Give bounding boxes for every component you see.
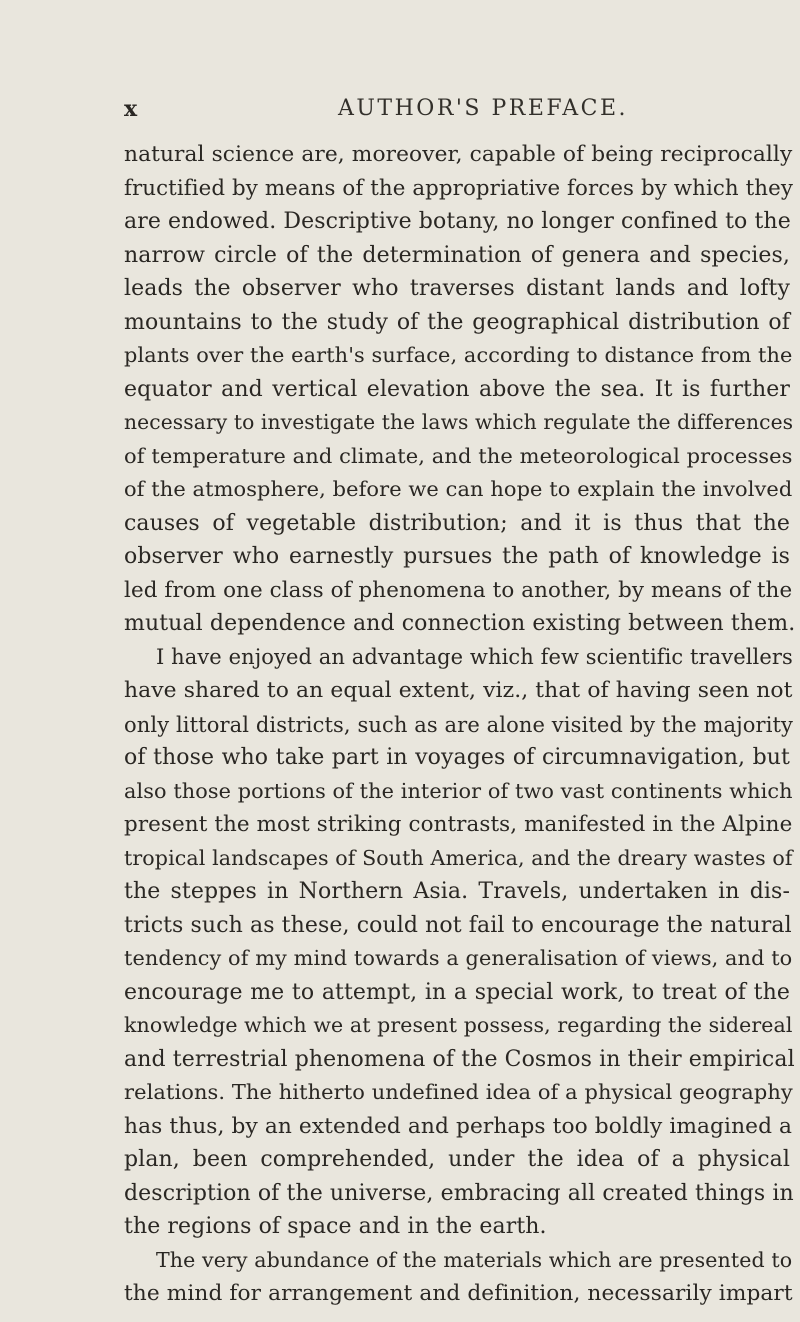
running-head-title: AUTHOR'S PREFACE. <box>338 96 629 121</box>
text-line: encourage me to attempt, in a special work, to treat of the <box>124 979 790 1005</box>
running-head <box>124 96 790 126</box>
text-line: and terrestrial phenomena of the Cosmos in their empirical <box>124 1046 795 1072</box>
text-line: fructified by means of the appropriative forces by which they <box>124 175 794 201</box>
text-line: the steppes in Northern Asia. Travels, undertaken in dis- <box>124 879 790 904</box>
text-line: have shared to an equal extent, viz., that of having seen not <box>124 678 793 703</box>
text-line: leads the observer who traverses distant lands and lofty <box>124 276 790 301</box>
text-line: knowledge which we at present possess, regarding the sidereal <box>124 1013 793 1037</box>
text-line: the mind for arrangement and definition, necessarily impart <box>124 1281 793 1306</box>
text-line: narrow circle of the determination of genera and species, <box>124 242 790 268</box>
text-line: of temperature and climate, and the meteorological processes <box>124 443 793 468</box>
text-line: tendency of my mind towards a generalisation of views, and to <box>124 946 793 970</box>
body-text <box>124 138 796 1311</box>
text-line: has thus, by an extended and perhaps too boldly imagined a <box>124 1113 793 1139</box>
text-line: of those who take part in voyages of circumnavigation, but <box>124 745 790 770</box>
text-line: tropical landscapes of South America, and the dreary wastes of <box>124 845 793 870</box>
text-line: plants over the earth's surface, according to distance from the <box>124 343 793 367</box>
text-line: present the most striking contrasts, manifested in the Alpine <box>124 812 793 837</box>
text-line: of the atmosphere, before we can hope to explain the involved <box>124 477 793 501</box>
text-line: led from one class of phenomena to another, by means of the <box>124 577 793 603</box>
text-line: relations. The hitherto undefined idea of a physical geography <box>124 1080 793 1104</box>
text-line: mountains to the study of the geographical distribution of <box>124 309 790 335</box>
text-line: I have enjoyed an advantage which few scientific travellers <box>156 644 793 669</box>
text-line: causes of vegetable distribution; and it is thus that the <box>124 510 790 536</box>
text-line: observer who earnestly pursues the path of knowledge is <box>124 544 790 569</box>
text-line: also those portions of the interior of two vast continents which <box>124 778 793 803</box>
text-line: the regions of space and in the earth. <box>124 1214 547 1239</box>
text-line: natural science are, moreover, capable of being reciprocally <box>124 142 793 167</box>
text-line: mutual dependence and connection existing between them. <box>124 611 796 636</box>
text-line: are endowed. Descriptive botany, no longer confined to the <box>124 209 791 234</box>
text-line: description of the universe, embracing all created things in <box>124 1180 794 1206</box>
text-line: equator and vertical elevation above the sea. It is further <box>124 376 790 402</box>
text-line: plan, been comprehended, under the idea of a physical <box>124 1147 790 1172</box>
text-line: The very abundance of the materials which are presented to <box>156 1247 793 1272</box>
text-line: only littoral districts, such as are alone visited by the majority <box>124 711 794 737</box>
page-number: x <box>124 96 139 122</box>
text-line: tricts such as these, could not fail to encourage the natural <box>124 912 792 938</box>
text-line: necessary to investigate the laws which regulate the differences <box>124 410 794 434</box>
